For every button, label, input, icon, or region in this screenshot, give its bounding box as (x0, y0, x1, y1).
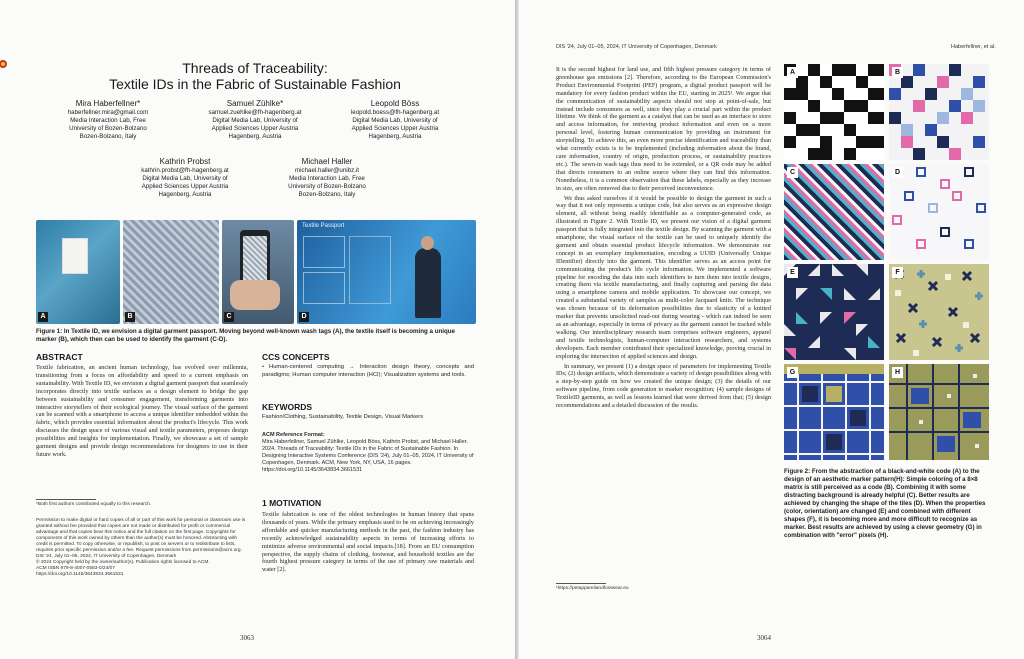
author-affiliation: Media Interaction Lab, Free (289, 175, 365, 182)
figure-label: C (224, 312, 234, 322)
paragraph: In summary, we present (1) a design space of parameters for implementing Textile IDs; (2) design artifacts, which demonstrate a variety of design possibilities along with a step-by-step guide on how we created the unique design; (3) the details of our software pipeline, from code generation to marker recognition; (4) sample designs of TextileID garments, as well as lessons learned that were derived from that; (5) design recommendations and a detailed discussion of the results. (556, 362, 771, 410)
permission-block (36, 518, 248, 578)
author-affiliation: Applied Sciences Upper Austria (351, 125, 439, 132)
doi-link[interactable]: https://doi.org/10.1145/3643834.3661531 (36, 572, 124, 577)
author-affiliation: University of Bozen-Bolzano (288, 183, 366, 190)
figure-label: C (787, 167, 798, 178)
figure-1-panel-d (297, 220, 476, 324)
isbn-line: ACM ISBN 979-8-4007-0583-0/24/07 (36, 566, 115, 571)
author-name: Kathrin Probst (159, 157, 211, 166)
footnote-rule (556, 583, 606, 584)
cross-pattern-image (889, 264, 989, 360)
figure-label: D (299, 312, 309, 322)
title-line-1: Threads of Traceability: (182, 60, 328, 76)
figure-2-tile-b (889, 64, 989, 160)
figure-2-tile-h (889, 364, 989, 460)
geometry-pattern-image (784, 364, 884, 460)
shaped-tiles-pattern-image (889, 164, 989, 260)
conference-line: DIS '24, July 01–05, 2024, IT University of Copenhagen, Denmark (36, 554, 177, 559)
figure-label: D (892, 167, 903, 178)
url-footnote: ¹https://petappareilandfootwear.eu (556, 586, 629, 591)
author-location: Bozen-Bolzano, Italy (298, 191, 356, 198)
author-email: kathrin.probst@fh-hagenberg.at (141, 167, 229, 174)
keywords-text: Fashion/Clothing, Sustainability, Textile Design, Visual Markers (262, 414, 424, 420)
title-line-2: Textile IDs in the Fabric of Sustainable Fashion (109, 76, 401, 92)
figure-label: A (787, 67, 798, 78)
author-block (262, 157, 392, 199)
page-number: 3064 (757, 634, 771, 642)
author-email: samuel.zuehlke@fh-hagenberg.at (208, 109, 302, 116)
figure-2-tile-c (784, 164, 884, 260)
figure-label: F (892, 267, 903, 278)
figure-2-tile-d (889, 164, 989, 260)
abstract-text: Textile fabrication, an ancient human technology, has evolved over millennia, transitioning from a focus on affordability and speed to a current emphasis on sustainability. With Textile ID, we envision a digital garment passport that seamlessly incorporates directly into textile surfaces as a design element to bridge the gap between sustainability and consumer engagement, transforming garments into interactive storytellers of their ecological journey. The visual surface of the garment can be scanned with a smartphone to access a unique identifier embedded within the fabric, which provides essential information about the product's lifecycle. This work discusses the design space of various visual and textile parameters, proposes design possibilities and insights for implementation. Finally, we showcase a set of sample garment designs and provide design recommendations for designers to use in their future work. (36, 364, 248, 458)
author-affiliation: Digital Media Lab, University of (352, 117, 438, 124)
abstract-heading: ABSTRACT (36, 352, 83, 362)
hand-image (230, 280, 280, 310)
footnote-rule (36, 499, 96, 500)
figure-2-tile-e (784, 264, 884, 360)
author-affiliation: Media Interaction Lab, Free (70, 117, 146, 124)
author-affiliation: Applied Sciences Upper Austria (211, 125, 299, 132)
colored-code-pattern-image (889, 64, 989, 160)
ccs-text: • Human-centered computing → Interaction design theory, concepts and paradigms; Human computer interaction (HCI); Visualization systems and tools. (262, 364, 474, 378)
paper-title (40, 60, 470, 92)
body-column (556, 66, 771, 411)
error-pixel-pattern-image (889, 364, 989, 460)
author-name: Samuel Zühlke* (226, 99, 284, 108)
author-name: Michael Haller (301, 157, 353, 166)
author-email: haberfellner.mira@gmail.com (67, 109, 149, 116)
reference-heading: ACM Reference Format: (262, 432, 325, 438)
author-affiliation: University of Bozen-Bolzano (69, 125, 147, 132)
author-location: Hagenberg, Austria (368, 133, 422, 140)
figure-label: A (38, 312, 48, 322)
figure-1 (36, 220, 476, 324)
reference-text: Mira Haberfellner, Samuel Zühlke, Leopold Böss, Kathrin Probst, and Michael Haller. 2024. Threads of Traceability: Textile IDs in the Fabric of Sustainable Fashion. In Designing Interactive Systems Conference (DIS '24), July 01–05, 2024, IT University of Copenhagen, Denmark. ACM, New York, NY, USA, 16 pages. https://doi.org/10.1145/3643834.3661531 (262, 439, 474, 473)
page-number: 3063 (240, 634, 254, 642)
author-block (190, 99, 320, 141)
acm-reference (262, 432, 474, 474)
author-block (330, 99, 460, 141)
person-image (415, 248, 441, 318)
permission-text: Permission to make digital or hard copies of all or part of this work for personal or classroom use is granted without fee provided that copies are not made or distributed for profit or commercial advantage and that copies bear this notice and the full citation on the first page. Copyrights for components of this work owned by others than the author(s) must be honored. Abstracting with credit is permitted. To copy otherwise, or republish, to post on servers or to redistribute to lists, requires prior specific permission and/or a fee. Request permissions from permissions@acm.org. (36, 518, 246, 553)
figure-1-panel-c (222, 220, 294, 324)
author-email: leopold.boess@fh-hagenberg.at (350, 109, 440, 116)
figure-1-panel-b (123, 220, 219, 324)
passport-card (349, 236, 391, 304)
running-head-left: DIS '24, July 01–05, 2024, IT University of Copenhagen, Denmark (556, 44, 717, 50)
ccs-heading: CCS CONCEPTS (262, 352, 330, 362)
passport-card (303, 272, 345, 304)
author-block (48, 99, 168, 141)
figure-2-tile-g (784, 364, 884, 460)
figure-2-tile-a (784, 64, 884, 160)
author-affiliation: Digital Media Lab, University of (142, 175, 228, 182)
motivation-heading: 1 MOTIVATION (262, 498, 322, 508)
author-name: Mira Haberfellner* (75, 99, 141, 108)
figure-label: H (892, 367, 903, 378)
figure-2-tile-f (889, 264, 989, 360)
right-page (519, 0, 1024, 659)
author-location: Hagenberg, Austria (228, 133, 282, 140)
author-footnote: *Both first authors contributed equally to this research. (36, 502, 152, 507)
figure-1-caption: Figure 1: In Textile ID, we envision a digital garment passport. Moving beyond well-known wash tags (A), the textile itself is becoming a unique marker (B), which then can be used to identify the garment (C-D). (36, 328, 455, 343)
figure-label: B (892, 67, 903, 78)
bw-code-pattern-image (784, 64, 884, 160)
figure-label: B (125, 312, 135, 322)
author-affiliation: Applied Sciences Upper Austria (141, 183, 229, 190)
figure-1-panel-a (36, 220, 120, 324)
passport-card (303, 236, 345, 268)
passport-title: Textile Passport (302, 223, 345, 229)
triangle-pattern-image (784, 264, 884, 360)
keywords-heading: KEYWORDS (262, 402, 313, 412)
author-name: Leopold Böss (370, 99, 420, 108)
motivation-text: Textile fabrication is one of the oldest technologies in human history that spans thousands of years. While the primary emphasis used to be on achieving increasingly affordable and quicker manufacturing methods in the past, the fashion industry has recently acknowledged sustainability aspects in terms of increasing efforts to minimize adverse environmental and social impacts.[18]. From an EU consumption perspective, the supply chains of clothing, footwear, and household textiles are the fourth highest pressure category in terms of the use of primary raw materials and water [2]. (262, 511, 474, 574)
paragraph: We thus asked ourselves if it would be possible to design the garment in such a way that it not only represents a unique code, but also serves as an expressive design element, all without being readily identifiable as a computer-generated code, as illustrated in Figure 2. With Textile ID, we present our vision of a digital garment passport that is fully integrated into the textile design. By scanning the garment with a smartphone, the visual surface of the textile can be used to uniquely identify the garment and obtain essential product lifecycle information. We demonstrate our concept in an exemplary implementation, encoding a UUID (Universally Unique IDentifier) directly into the garment. This identifier serves as an access point for communicating the product's life cycle information. We implemented a software pipeline for encoding the data into such identifiers to turn them into textile designs, creating them via textile manufacturing, and finally capturing and parsing the data using a smartphone camera and mobile application. To showcase our concept, we created a substantial variety of samples as multi-color Jacquard knits. The technique was chosen because of its deformation possibilities due to elasticity of a knitted marker that prevents unsolicited read-out during wearing - which can indeed be seen as an advantage, especially in terms of privacy as the garment cannot be tracked while walking. Our interdisciplinary research team comprises software engineers, apparel and textile technologists, human-computer interaction researchers, and systems developers. Each member contributed their specialized knowledge, proving crucial in exploring the intersection of applied sciences and design. (556, 194, 771, 360)
figure-label: E (787, 267, 798, 278)
figure-2-caption: Figure 2: From the abstraction of a black-and-white code (A) to the design of an aesthetic marker pattern(H): Simple coloring of a 8×8 matrix is still perceived as a code (B). Combining it with some distracting background is already helpful (C). Better results are achieved by changing the shape of the tiles (D). When the properties (color, orientation) are changed (E) and combined with different shapes (F), it is becoming more and more difficult to recognize as marker. Best results are achieved by using a clever geometry (G) in combination with "error" pixels (H). (784, 468, 986, 539)
copyright-line: © 2024 Copyright held by the owner/author(s). Publication rights licensed to ACM. (36, 560, 210, 565)
wash-tag-image (62, 238, 88, 274)
person-head-image (421, 236, 434, 250)
figure-label: G (787, 367, 798, 378)
paragraph: It is the second highest for land use, and fifth highest pressure category in terms of greenhouse gas emissions [2]. Therefore, according to the European Commission's Product Environmental Footprint (PEF) program, a digital product passport will be mandatory for every fashion product within the EU, starting in 2025¹. We argue that the communication of sustainability aspects should not stop at point-of-sale, but instead include consumers as well, since they play a crucial part within the product lifetime. We think of the garment as a catalyst that can be used as an interface to store and access information, for retrieving product information and even on a more personal level, fostering human communication by providing an instrument for storytelling. To achieve this, an even more precise identification and traceability than what currently exists is to be implemented (including information about the brand, care information, country of origin, production process, or sustainability practices etc.). The sewn-in wash tags thus need to be extended, or a QR code may be added that directs consumers to an online source where they can find this information. Nonetheless, it is a common observation that these labels, especially as they increase in size, are often removed due to their perceived inconvenience. (556, 66, 771, 192)
author-location: Hagenberg, Austria (158, 191, 212, 198)
author-email: michael.haller@unibz.it (294, 167, 360, 174)
running-head-right: Haberfellner, et al. (951, 44, 996, 50)
acm-logo-icon (0, 56, 10, 72)
author-affiliation: Digital Media Lab, University of (212, 117, 298, 124)
author-location: Bozen-Bolzano, Italy (79, 133, 137, 140)
author-block (120, 157, 250, 199)
